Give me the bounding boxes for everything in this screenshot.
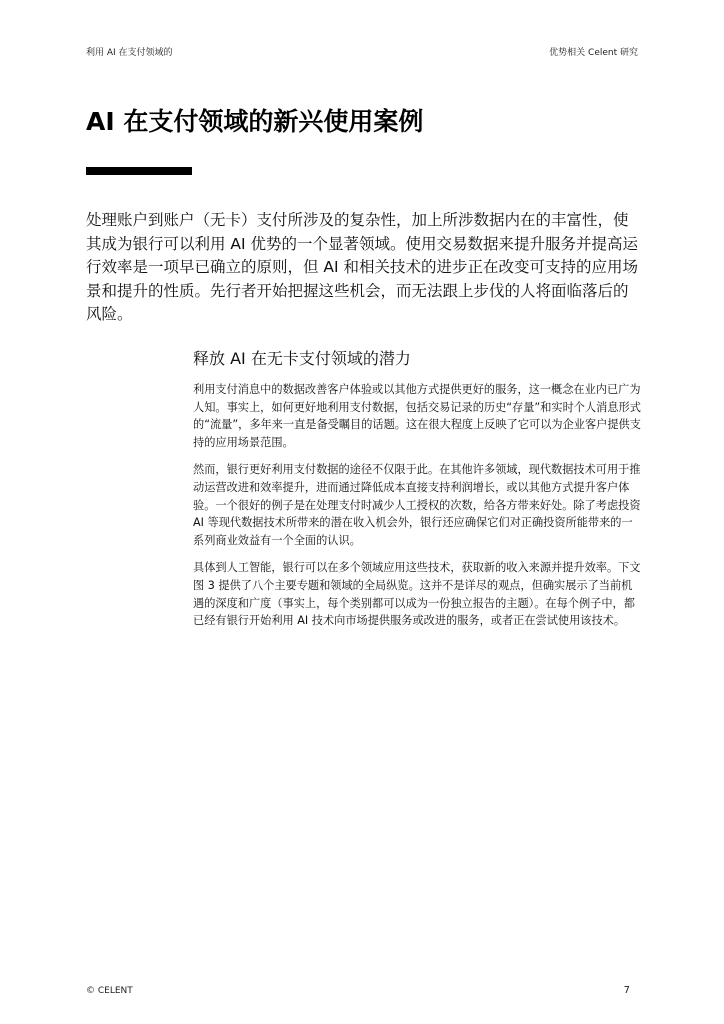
page-title: AI 在支付领域的新兴使用案例 bbox=[86, 107, 424, 136]
body-paragraph-1: 利用支付消息中的数据改善客户体验或以其他方式提供更好的服务，这一概念在业内已广为人知。事实上，如何更好地利用支付数据，包括交易记录的历史“存量”和实时个人消息形式的“流量”，多年来一直是备受瞩目的话题。这在很大程度上反映了它可以为企业客户提供支持的应用场景范围。 bbox=[193, 383, 641, 449]
running-header-right: 优势相关 Celent 研究 bbox=[549, 48, 638, 58]
title-underline-bar bbox=[86, 167, 192, 175]
section-heading: 释放 AI 在无卡支付领域的潜力 bbox=[193, 349, 411, 368]
intro-paragraph: 处理账户到账户（无卡）支付所涉及的复杂性，加上所涉数据内在的丰富性，使其成为银行可以利用 AI 优势的一个显著领域。使用交易数据来提升服务并提高运行效率是一项早已确立的原则，但 AI 和相关技术的进步正在改变可支持的应用场景和提升的性质。先行者开始把握这些机会，而无法跟上步伐的人将面临落后的风险。 bbox=[86, 211, 639, 323]
body-paragraph-3: 具体到人工智能，银行可以在多个领域应用这些技术，获取新的收入来源并提升效率。下文图 3 提供了八个主要专题和领域的全局纵览。这并不是详尽的观点，但确实展示了当前机遇的深度和广度（事实上，每个类别都可以成为一份独立报告的主题）。在每个例子中，都已经有银行开始利用 AI 技术向市场提供服务或改进的服务，或者正在尝试使用该技术。 bbox=[193, 561, 641, 628]
section-potential bbox=[193, 348, 643, 640]
footer-copyright: © CELENT bbox=[86, 986, 133, 996]
running-header-left: 利用 AI 在支付领域的 bbox=[86, 48, 173, 58]
body-paragraph-2: 然而，银行更好利用支付数据的途径不仅限于此。在其他许多领域，现代数据技术可用于推动运营改进和效率提升，进而通过降低成本直接支持利润增长，或以其他方式提升客户体验。一个很好的例子是在处理支付时减少人工授权的次数，给各方带来好处。除了考虑投资 AI 等现代数据技术所带来的潜在收入机会外，银行还应确保它们对正确投资所能带来的一系列商业效益有一个全面的认识。 bbox=[193, 463, 641, 547]
page-number: 7 bbox=[623, 985, 630, 996]
